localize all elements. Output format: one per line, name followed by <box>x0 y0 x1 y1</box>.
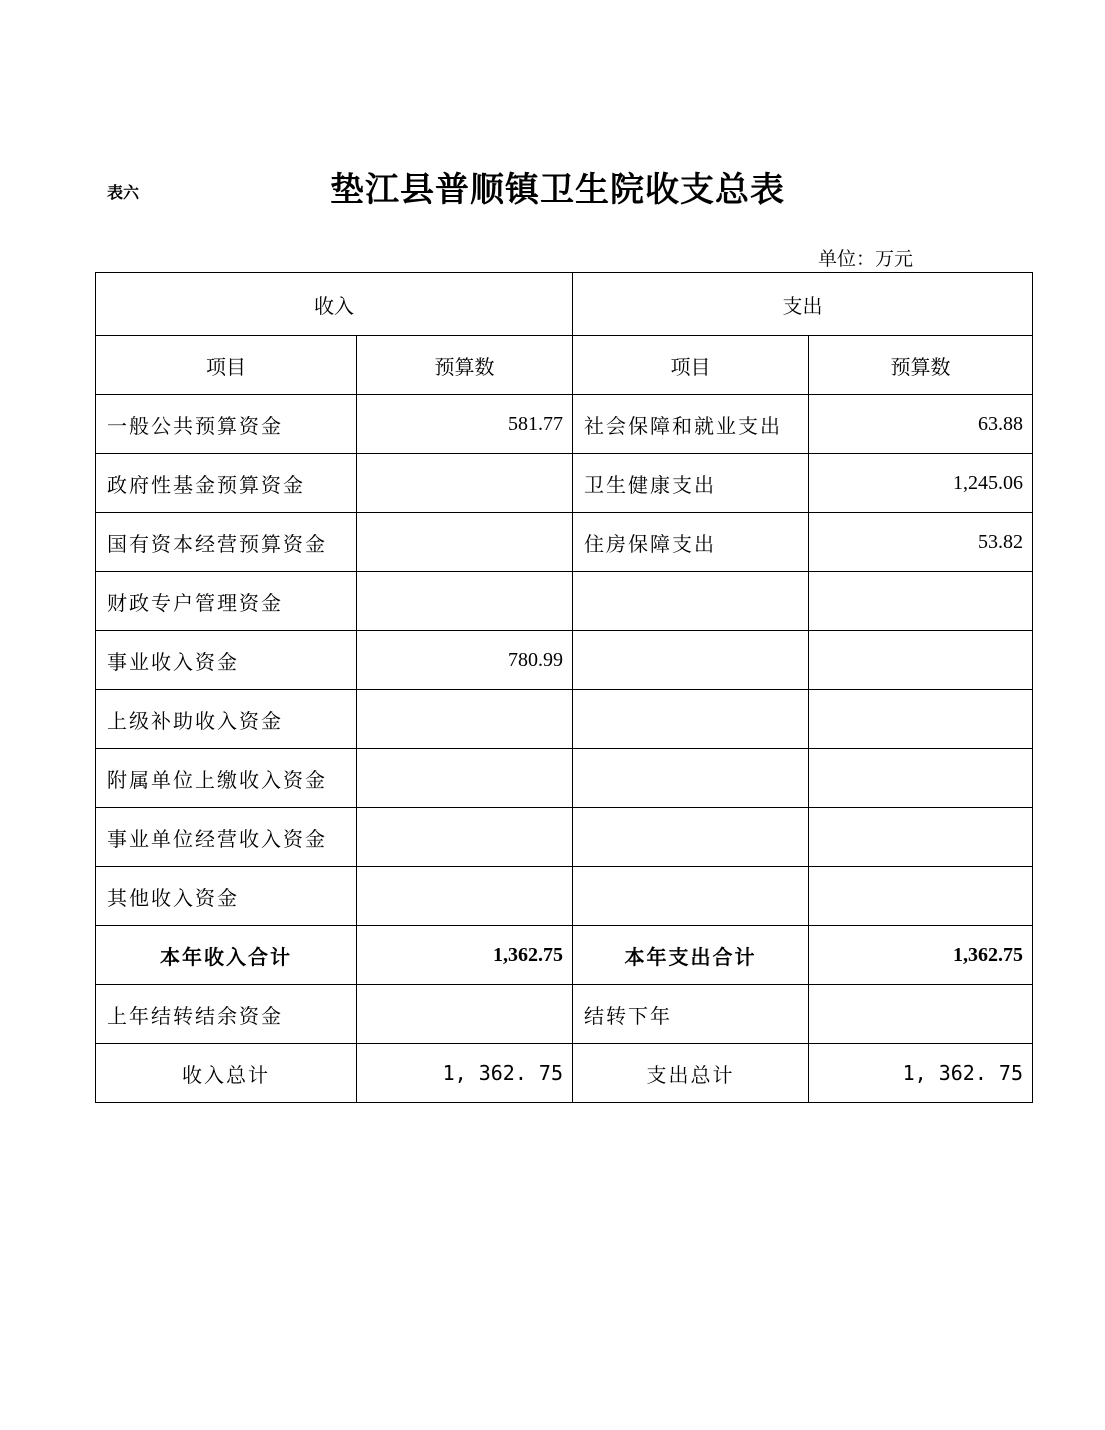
unit-label: 单位：万元 <box>818 248 914 270</box>
income-total-label: 收入总计 <box>96 1044 357 1103</box>
expense-item-cell: 卫生健康支出 <box>573 454 809 513</box>
income-carryover-amount <box>357 985 573 1044</box>
table-row <box>96 454 1033 513</box>
expense-amount-cell <box>809 572 1033 631</box>
expense-amount-cell <box>809 631 1033 690</box>
expense-amount-cell <box>809 867 1033 926</box>
column-header-row <box>96 336 1033 395</box>
income-item-header: 项目 <box>96 336 357 395</box>
expense-carryover-amount <box>809 985 1033 1044</box>
expense-section-header: 支出 <box>573 273 1033 336</box>
table-row <box>96 690 1033 749</box>
income-item-cell: 事业单位经营收入资金 <box>96 808 357 867</box>
budget-summary-table <box>95 272 1033 1103</box>
table-number-label: 表六 <box>107 183 140 202</box>
expense-item-cell <box>573 749 809 808</box>
expense-item-cell <box>573 572 809 631</box>
income-subtotal-label: 本年收入合计 <box>96 926 357 985</box>
income-amount-cell <box>357 749 573 808</box>
expense-item-cell <box>573 808 809 867</box>
table-row <box>96 749 1033 808</box>
section-header-row <box>96 273 1033 336</box>
expense-amount-cell <box>809 749 1033 808</box>
income-amount-cell <box>357 808 573 867</box>
expense-carryover-label: 结转下年 <box>573 985 809 1044</box>
expense-item-cell <box>573 867 809 926</box>
table-row <box>96 631 1033 690</box>
expense-amount-header: 预算数 <box>809 336 1033 395</box>
expense-subtotal-label: 本年支出合计 <box>573 926 809 985</box>
table-row <box>96 395 1033 454</box>
expense-subtotal-amount: 1,362.75 <box>809 926 1033 985</box>
income-item-cell: 事业收入资金 <box>96 631 357 690</box>
expense-amount-cell <box>809 808 1033 867</box>
table-row <box>96 513 1033 572</box>
income-amount-header: 预算数 <box>357 336 573 395</box>
table-row <box>96 572 1033 631</box>
income-total-amount: 1, 362. 75 <box>357 1044 573 1103</box>
expense-item-cell <box>573 690 809 749</box>
income-subtotal-amount: 1,362.75 <box>357 926 573 985</box>
subtotal-row <box>96 926 1033 985</box>
income-item-cell: 财政专户管理资金 <box>96 572 357 631</box>
expense-item-cell: 住房保障支出 <box>573 513 809 572</box>
income-amount-cell <box>357 690 573 749</box>
income-amount-cell <box>357 513 573 572</box>
total-row <box>96 1044 1033 1103</box>
table-row <box>96 808 1033 867</box>
income-amount-cell: 581.77 <box>357 395 573 454</box>
income-item-cell: 上级补助收入资金 <box>96 690 357 749</box>
expense-total-amount: 1, 362. 75 <box>809 1044 1033 1103</box>
carryover-row <box>96 985 1033 1044</box>
income-item-cell: 其他收入资金 <box>96 867 357 926</box>
expense-amount-cell <box>809 690 1033 749</box>
income-item-cell: 国有资本经营预算资金 <box>96 513 357 572</box>
income-amount-cell: 780.99 <box>357 631 573 690</box>
expense-total-label: 支出总计 <box>573 1044 809 1103</box>
table-row <box>96 867 1033 926</box>
expense-item-cell <box>573 631 809 690</box>
expense-item-header: 项目 <box>573 336 809 395</box>
expense-item-cell: 社会保障和就业支出 <box>573 395 809 454</box>
income-carryover-label: 上年结转结余资金 <box>96 985 357 1044</box>
income-amount-cell <box>357 572 573 631</box>
income-section-header: 收入 <box>96 273 573 336</box>
income-item-cell: 政府性基金预算资金 <box>96 454 357 513</box>
page-title: 垫江县普顺镇卫生院收支总表 <box>330 170 785 210</box>
expense-amount-cell: 53.82 <box>809 513 1033 572</box>
income-item-cell: 一般公共预算资金 <box>96 395 357 454</box>
expense-amount-cell: 1,245.06 <box>809 454 1033 513</box>
income-amount-cell <box>357 867 573 926</box>
income-item-cell: 附属单位上缴收入资金 <box>96 749 357 808</box>
expense-amount-cell: 63.88 <box>809 395 1033 454</box>
income-amount-cell <box>357 454 573 513</box>
